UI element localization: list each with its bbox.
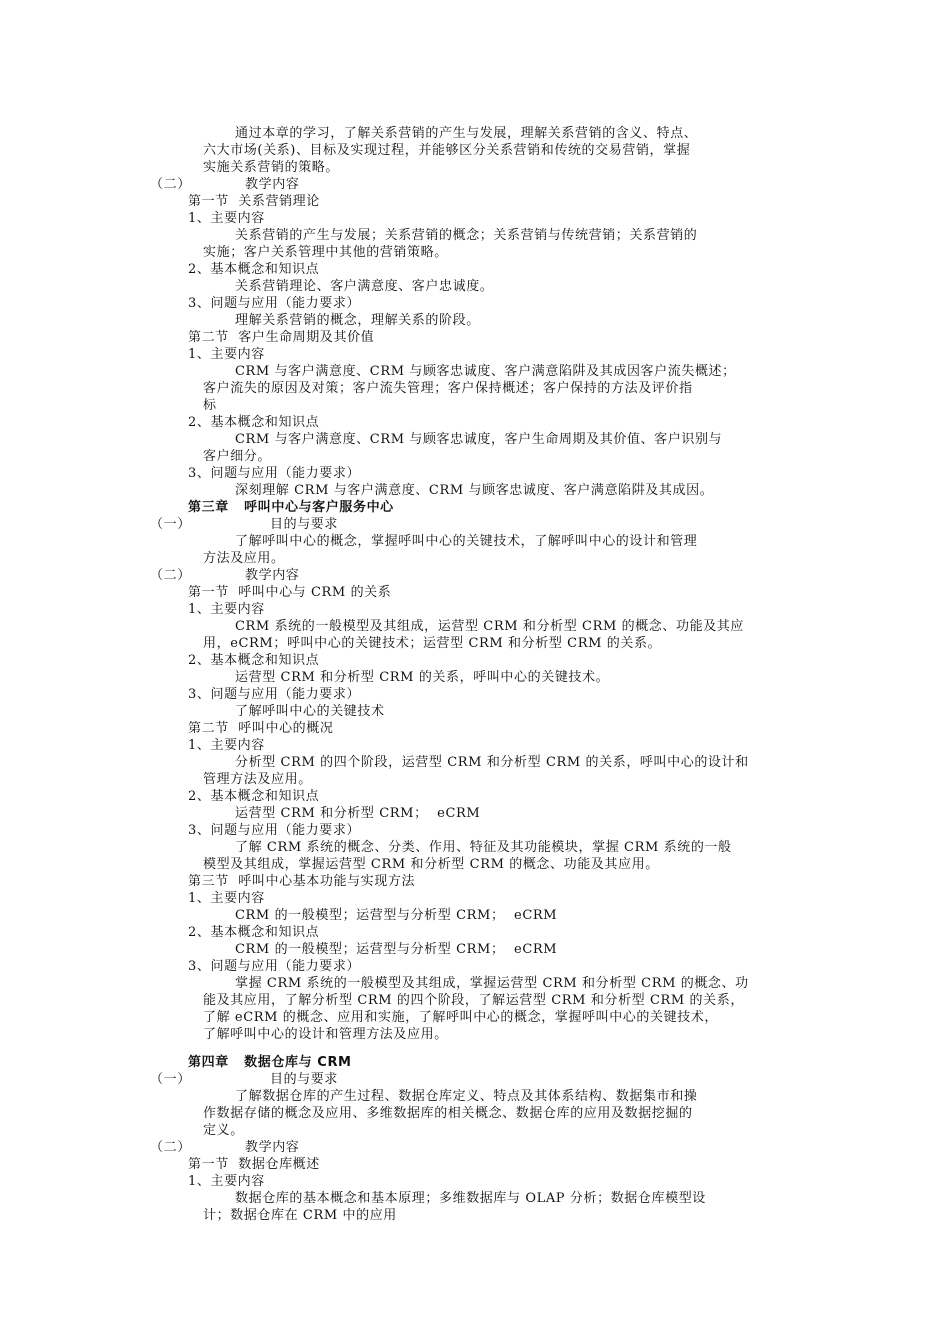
paragraph-line: 数据仓库的基本概念和基本原理；多维数据库与 OLAP 分析；数据仓库模型设 — [235, 1191, 706, 1206]
paragraph-line: CRM 的一般模型；运营型与分析型 CRM； eCRM — [235, 942, 558, 957]
paragraph-line: 关系营销理论、客户满意度、客户忠诚度。 — [235, 279, 494, 294]
section-heading: 第一节 呼叫中心与 CRM 的关系 — [188, 585, 392, 600]
item-heading: 2、基本概念和知识点 — [188, 789, 320, 804]
item-heading: 3、问题与应用（能力要求） — [188, 296, 361, 311]
paragraph-line: 作数据存储的概念及应用、多维数据库的相关概念、数据仓库的应用及数据挖掘的 — [203, 1106, 693, 1121]
item-heading: 3、问题与应用（能力要求） — [188, 959, 361, 974]
item-heading: 1、主要内容 — [188, 738, 265, 753]
paragraph-line: 六大市场(关系)、目标及实现过程，并能够区分关系营销和传统的交易营销，掌握 — [203, 143, 691, 158]
paragraph-line: CRM 的一般模型；运营型与分析型 CRM； eCRM — [235, 908, 558, 923]
item-heading: 1、主要内容 — [188, 347, 265, 362]
paragraph-line: 模型及其组成，掌握运营型 CRM 和分析型 CRM 的概念、功能及其应用。 — [203, 857, 659, 872]
subsection-heading: 教学内容 — [245, 177, 300, 192]
paragraph-line: 客户细分。 — [203, 449, 272, 464]
item-heading: 2、基本概念和知识点 — [188, 925, 320, 940]
subsection-heading: 目的与要求 — [270, 1072, 339, 1087]
paragraph-line: CRM 与客户满意度、CRM 与顾客忠诚度，客户生命周期及其价值、客户识别与 — [235, 432, 723, 447]
subsection-heading: 教学内容 — [245, 568, 300, 583]
paragraph-line: 方法及应用。 — [203, 551, 285, 566]
item-heading: 1、主要内容 — [188, 1174, 265, 1189]
section-heading: 第二节 客户生命周期及其价值 — [188, 330, 375, 345]
paragraph-line: 实施；客户关系管理中其他的营销策略。 — [203, 245, 448, 260]
paragraph-line: 客户流失的原因及对策；客户流失管理；客户保持概述；客户保持的方法及评价指 — [203, 381, 693, 396]
paragraph-line: 计；数据仓库在 CRM 中的应用 — [203, 1208, 397, 1223]
item-heading: 2、基本概念和知识点 — [188, 262, 320, 277]
item-heading: 3、问题与应用（能力要求） — [188, 687, 361, 702]
paragraph-line: 了解呼叫中心的概念，掌握呼叫中心的关键技术，了解呼叫中心的设计和管理 — [235, 534, 698, 549]
list-marker: （二） — [150, 1140, 191, 1155]
item-heading: 1、主要内容 — [188, 211, 265, 226]
list-marker: （一） — [150, 1072, 191, 1087]
chapter-heading: 第三章 呼叫中心与客户服务中心 — [188, 500, 394, 515]
section-heading: 第一节 关系营销理论 — [188, 194, 320, 209]
list-marker: （二） — [150, 568, 191, 583]
paragraph-line: 深刻理解 CRM 与客户满意度、CRM 与顾客忠诚度、客户满意陷阱及其成因。 — [235, 483, 714, 498]
paragraph-line: 标 — [203, 398, 217, 413]
paragraph-line: 运营型 CRM 和分析型 CRM 的关系，呼叫中心的关键技术。 — [235, 670, 610, 685]
paragraph-line: CRM 系统的一般模型及其组成，运营型 CRM 和分析型 CRM 的概念、功能及其应 — [235, 619, 744, 634]
chapter-heading: 第四章 数据仓库与 CRM — [188, 1055, 352, 1070]
paragraph-line: 了解呼叫中心的设计和管理方法及应用。 — [203, 1027, 448, 1042]
paragraph-line: 掌握 CRM 系统的一般模型及其组成，掌握运营型 CRM 和分析型 CRM 的概念、功 — [235, 976, 749, 991]
paragraph-line: 管理方法及应用。 — [203, 772, 312, 787]
paragraph-line: 用，eCRM；呼叫中心的关键技术；运营型 CRM 和分析型 CRM 的关系。 — [203, 636, 662, 651]
paragraph-line: CRM 与客户满意度、CRM 与顾客忠诚度、客户满意陷阱及其成因客户流失概述； — [235, 364, 736, 379]
item-heading: 3、问题与应用（能力要求） — [188, 466, 361, 481]
paragraph-line: 关系营销的产生与发展；关系营销的概念；关系营销与传统营销；关系营销的 — [235, 228, 698, 243]
paragraph-line: 分析型 CRM 的四个阶段，运营型 CRM 和分析型 CRM 的关系，呼叫中心的设计和 — [235, 755, 749, 770]
list-marker: （二） — [150, 177, 191, 192]
list-marker: （一） — [150, 517, 191, 532]
paragraph-line: 了解 CRM 系统的概念、分类、作用、特征及其功能模块，掌握 CRM 系统的一般 — [235, 840, 732, 855]
paragraph-line: 定义。 — [203, 1123, 244, 1138]
item-heading: 2、基本概念和知识点 — [188, 653, 320, 668]
paragraph-line: 实施关系营销的策略。 — [203, 160, 340, 175]
paragraph-line: 了解数据仓库的产生过程、数据仓库定义、特点及其体系结构、数据集市和操 — [235, 1089, 698, 1104]
item-heading: 1、主要内容 — [188, 891, 265, 906]
item-heading: 3、问题与应用（能力要求） — [188, 823, 361, 838]
paragraph-line: 了解呼叫中心的关键技术 — [235, 704, 385, 719]
paragraph-line: 了解 eCRM 的概念、应用和实施，了解呼叫中心的概念，掌握呼叫中心的关键技术， — [203, 1010, 719, 1025]
subsection-heading: 目的与要求 — [270, 517, 339, 532]
section-heading: 第二节 呼叫中心的概况 — [188, 721, 334, 736]
paragraph-line: 能及其应用，了解分析型 CRM 的四个阶段，了解运营型 CRM 和分析型 CRM 的关系， — [203, 993, 744, 1008]
section-heading: 第三节 呼叫中心基本功能与实现方法 — [188, 874, 416, 889]
section-heading: 第一节 数据仓库概述 — [188, 1157, 320, 1172]
item-heading: 2、基本概念和知识点 — [188, 415, 320, 430]
paragraph-line: 通过本章的学习，了解关系营销的产生与发展，理解关系营销的含义、特点、 — [235, 126, 698, 141]
paragraph-line: 运营型 CRM 和分析型 CRM； eCRM — [235, 806, 481, 821]
item-heading: 1、主要内容 — [188, 602, 265, 617]
subsection-heading: 教学内容 — [245, 1140, 300, 1155]
paragraph-line: 理解关系营销的概念，理解关系的阶段。 — [235, 313, 480, 328]
